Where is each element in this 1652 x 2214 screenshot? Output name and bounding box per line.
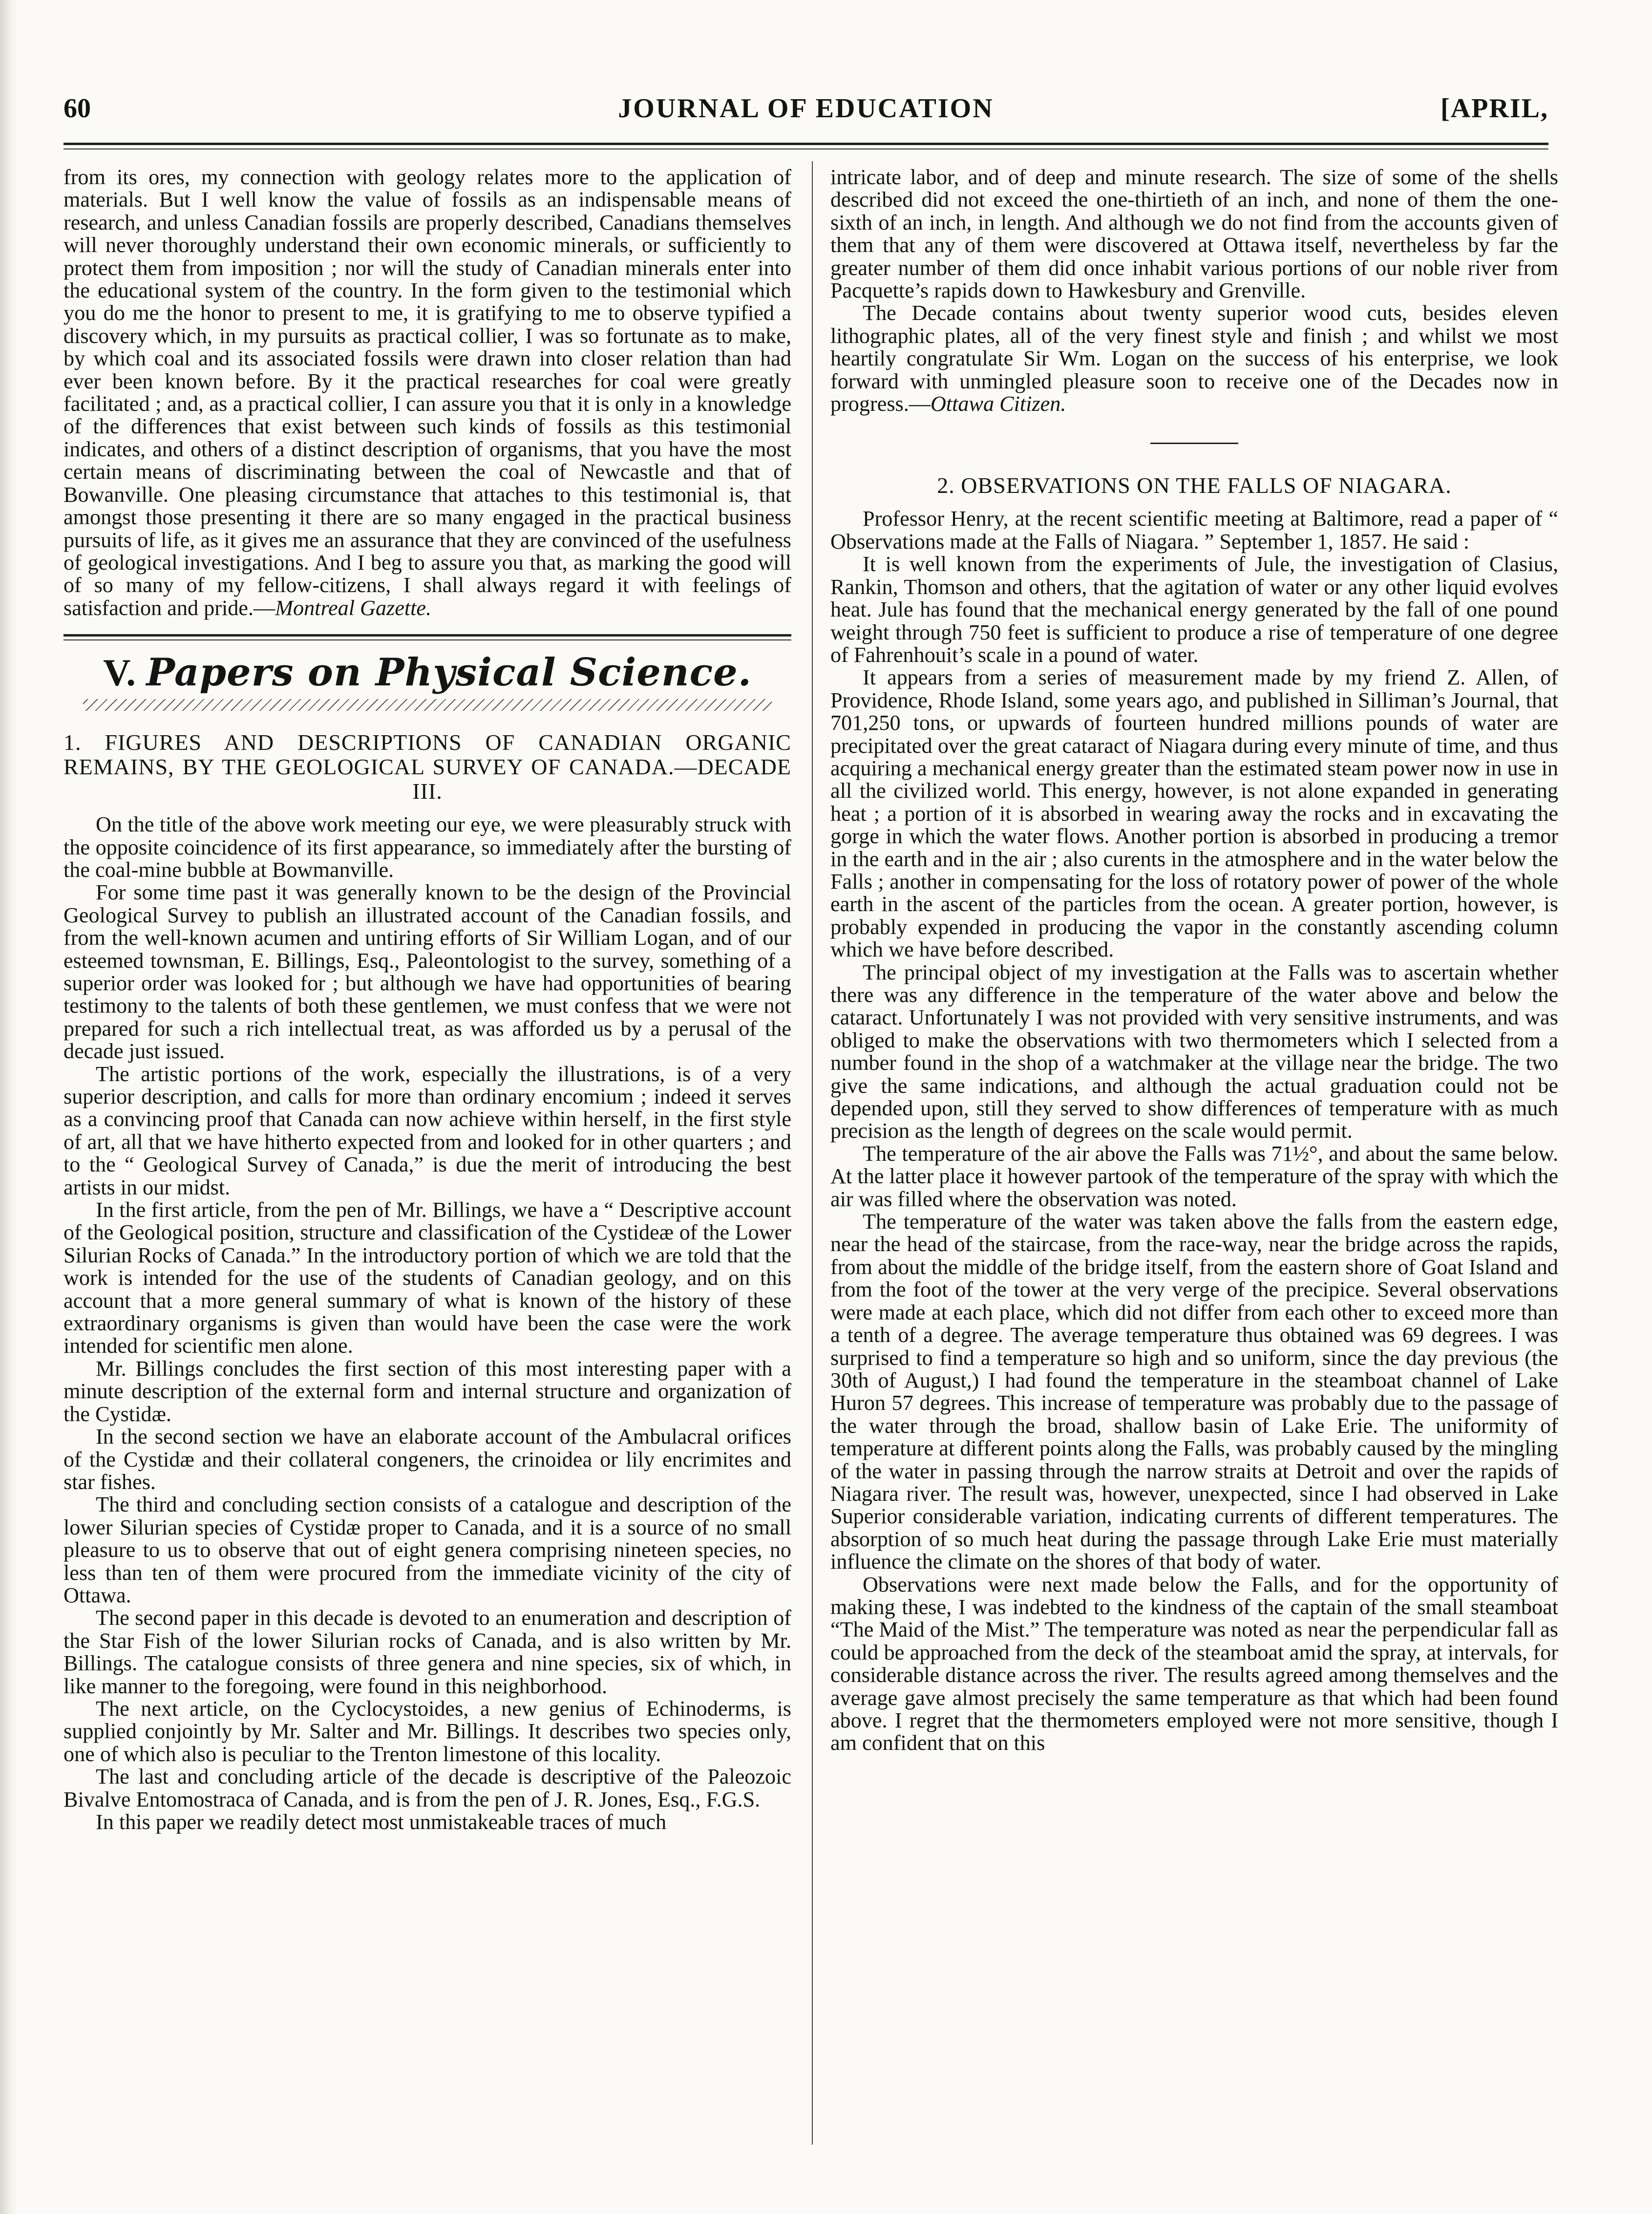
paragraph: Observations were next made below the Falls, and for the opportunity of making these, I was indebted to the kindness of the captain of the small steamboat “The Maid of the Mist.” The temperature was noted as near the perpendicular fall as could be approached from the deck of the steamboat amid the spray, at intervals, for considerable distance across the river. The results agreed among themselves and the average gave almost precisely the same temperature as that which had been found above. I regret that the thermometers employed were not more sensitive, though I am confident that on this [830, 1572, 1558, 1755]
page-number: 60 [64, 93, 91, 124]
continued-paragraph: from its ores, my connection with geology relates more to the application of materials. But I well know the value of fossils as an indispensable means of research, and unless Canadian fossils are properly described, Canadians themselves will never thoroughly understand their own economic minerals, or sufficiently to protect them from imposition ; nor will the study of Canadian minerals enter into the educational system of the country. In the form given to the testimonial which you do me the honor to present to me, it is gratifying to me to observe typified a discovery which, in my pursuits as practical collier, I was so fortunate as to make, by which coal and its associated fossils were drawn into closer relation than had ever been known before. By it the practical researches for coal were greatly facilitated ; and, as a practical collier, I can assure you that it is only in a knowledge of the differences that exist between such kinds of fossils as this testimonial indicates, and others of a distinct description of organisms, that you have the most certain means of discriminating between the coal of Newcastle and that of Bowanville. One pleasing circumstance that attaches to this testimonial is, that amongst those presenting it there are so many engaged in the practical business pursuits of life, as it gives me an assurance that they are convinced of the usefulness of geological investigations. And I beg to assure you that, as marking the good will of so many of my fellow-citizens, I shall always regard it with feelings of satisfaction and pride.—Montreal Gazette. [64, 165, 791, 620]
running-title: JOURNAL OF EDUCATION [618, 93, 994, 124]
paragraph: The Decade contains about twenty superior wood cuts, besides eleven lithographic plates, all of the very finest style and finish ; and whilst we most heartily congratulate Sir Wm. Logan on the success of his enterprise, we look forward with unmingled pleasure soon to receive one of the Decades now in progress.—Ottawa Citizen. [830, 301, 1558, 416]
paragraph: In the first article, from the pen of Mr. Billings, we have a “ Descriptive account of the Geological position, structure and classification of the Cystideæ of the Lower Silurian Rocks of Canada.” In the introductory portion of which we are told that the work is intended for the use of the students of Canadian geology, and on this account that a more general summary of what is known of the history of these extraordinary organisms is given than would have been the case were the work intended for scientific men alone. [64, 1198, 791, 1358]
article-heading: 2. OBSERVATIONS ON THE FALLS OF NIAGARA. [937, 473, 1452, 498]
article-separator [1150, 443, 1238, 444]
source-signature: Montreal Gazette. [275, 596, 432, 620]
paragraph: In the second section we have an elaborate account of the Ambulacral orifices of the Cystidæ and their collateral congeners, the crinoidea or lily encrimites and star fishes. [64, 1425, 791, 1494]
paragraph: The next article, on the Cyclocystoides, a new genius of Echinoderms, is supplied conjointly by Mr. Salter and Mr. Billings. It describes two species only, one of which also is peculiar to the Trenton limestone of this locality. [64, 1696, 791, 1766]
paragraph: The second paper in this decade is devoted to an enumeration and description of the Star Fish of the lower Silurian rocks of Canada, and is also written by Mr. Billings. The catalogue consists of three genera and nine species, six of which, in like manner to the foregoing, were found in this neighborhood. [64, 1606, 791, 1698]
running-month: [APRIL, [1440, 93, 1548, 124]
binding-edge [0, 0, 18, 2214]
section-heading [64, 649, 791, 696]
section-numeral: V. [103, 651, 136, 694]
source-signature: Ottawa Citizen. [930, 392, 1066, 416]
paragraph: The temperature of the air above the Falls was 71½°, and about the same below. At the latter place it however partook of the temperature of the spray with which the air was filled where the observation was noted. [830, 1141, 1558, 1211]
paragraph: The temperature of the water was taken above the falls from the eastern edge, near the head of the staircase, from the race-way, near the bridge across the rapids, from about the middle of the bridge itself, from the eastern shore of Goat Island and from the foot of the tower at the very verge of the precipice. Several observations were made at each place, which did not differ from each other to exceed more than a tenth of a degree. The average temperature thus obtained was 69 degrees. I was surprised to find a temperature so high and so uniform, since the day previous (the 30th of August,) I had found the temperature in the steamboat channel of Lake Huron 57 degrees. This increase of temperature was probably due to the passage of the water through the broad, shallow basin of Lake Erie. The uniformity of temperature at different points along the Falls, was probably caused by the mingling of the water in passing through the narrow straits at Detroit and over the rapids of Niagara river. The result was, however, unexpected, since I had observed in Lake Superior considerable variation, indicating currents of different temperatures. The absorption of so much heat during the passage through Lake Erie must materially influence the climate on the shores of that body of water. [830, 1210, 1558, 1574]
right-column [830, 166, 1558, 1755]
paragraph: Mr. Billings concludes the first section of this most interesting paper with a minute description of the external form and internal structure and organization of the Cystidæ. [64, 1356, 791, 1426]
section-rule-thin [64, 639, 791, 640]
header-rule [64, 143, 1548, 145]
article-heading: 1. FIGURES AND DESCRIPTIONS OF CANADIAN ORGANIC REMAINS, BY THE GEOLOGICAL SURVEY OF CANADA.—DECADE III. [64, 730, 791, 804]
left-column [64, 166, 791, 1833]
paragraph: The artistic portions of the work, especially the illustrations, is of a very superior description, and calls for more than ordinary encomium ; indeed it serves as a convincing proof that Canada can now achieve within herself, in the first style of art, all that we have hitherto expected from and looked for in other quarters ; and to the “ Geological Survey of Canada,” is due the merit of introducing the best artists in our midst. [64, 1062, 791, 1199]
paragraph: The principal object of my investigation at the Falls was to ascertain whether there was any difference in the temperature of the water above and below the cataract. Unfortunately I was not provided with very sensitive instruments, and was obliged to make the observations with two thermometers which I selected from a number found in the shop of a watchmaker at the village near the bridge. The two give the same indications, and although the actual graduation could not be depended upon, still they served to show differences of temperature with as much precision as the length of degrees on the scale would permit. [830, 960, 1558, 1143]
paragraph: The last and concluding article of the decade is descriptive of the Paleozoic Bivalve Entomostraca of Canada, and is from the pen of J. R. Jones, Esq., F.G.S. [64, 1765, 791, 1811]
ornamental-rule [83, 699, 772, 711]
section-rule [64, 634, 791, 637]
paragraph: It is well known from the experiments of Jule, the investigation of Clasius, Rankin, Thomson and others, that the agitation of water or any other liquid evolves heat. Jule has found that the mechanical energy generated by the fall of one pound weight through 750 feet is sufficient to produce a rise of temperature of one degree of Fahrenhouit’s scale in a pound of water. [830, 552, 1558, 667]
paragraph: In this paper we readily detect most unmistakeable traces of much [96, 1810, 667, 1834]
section-title: Papers on Physical Science. [146, 650, 752, 695]
running-header [64, 93, 1548, 137]
paragraph: It appears from a series of measurement made by my friend Z. Allen, of Providence, Rhode Island, some years ago, and published in Silliman’s Journal, that 701,250 tons, or upwards of fourteen hundred millions pounds of water are precipitated over the great cataract of Niagara during every minute of time, and thus acquiring a mechanical energy greater than the estimated steam power now in use in all the civilized world. This energy, however, is not alone expanded in generating heat ; a portion of it is absorbed in wearing away the rocks and in excavating the gorge in which the water flows. Another portion is absorbed in producing a tremor in the earth and in the air ; also curents in the atmosphere and in the water below the Falls ; another in compensating for the loss of rotatory power of power of the whole earth in the ascent of the particles from the ocean. A greater portion, however, is probably expended in producing the vapor in the constantly ascending column which we have before described. [830, 665, 1558, 962]
paragraph: Professor Henry, at the recent scientific meeting at Baltimore, read a paper of “ Observations made at the Falls of Niagara. ” September 1, 1857. He said : [830, 507, 1558, 554]
continued-paragraph: intricate labor, and of deep and minute research. The size of some of the shells described did not exceed the one-thirtieth of an inch, and none of them the one-sixth of an inch, in length. And although we do not find from the accounts given of them that any of them were discovered at Ottawa itself, nevertheless by far the greater number of them did once inhabit various portions of our noble river from Pacquette’s rapids down to Hawkesbury and Grenville. [830, 165, 1558, 303]
paragraph: The third and concluding section consists of a catalogue and description of the lower Silurian species of Cystidæ proper to Canada, and it is a source of no small pleasure to us to observe that out of eight genera comprising nineteen species, no less than ten of them were procured from the immediate vicinity of the city of Ottawa. [64, 1492, 791, 1607]
column-divider [812, 161, 813, 2145]
paragraph: For some time past it was generally known to be the design of the Provincial Geological Survey to publish an illustrated account of the Canadian fossils, and from the well-known acumen and untiring efforts of Sir William Logan, and of our esteemed townsman, E. Billings, Esq., Paleontologist to the survey, something of a superior order was looked for ; but although we have had opportunities of bearing testimony to the talents of both these gentlemen, we must confess that we were not prepared for such a rich intellectual treat, as was afforded us by a perusal of the decade just issued. [64, 880, 791, 1064]
paragraph: On the title of the above work meeting our eye, we were pleasurably struck with the opposite coincidence of its first appearance, so immediately after the bursting of the coal-mine bubble at Bowmanville. [64, 812, 791, 882]
